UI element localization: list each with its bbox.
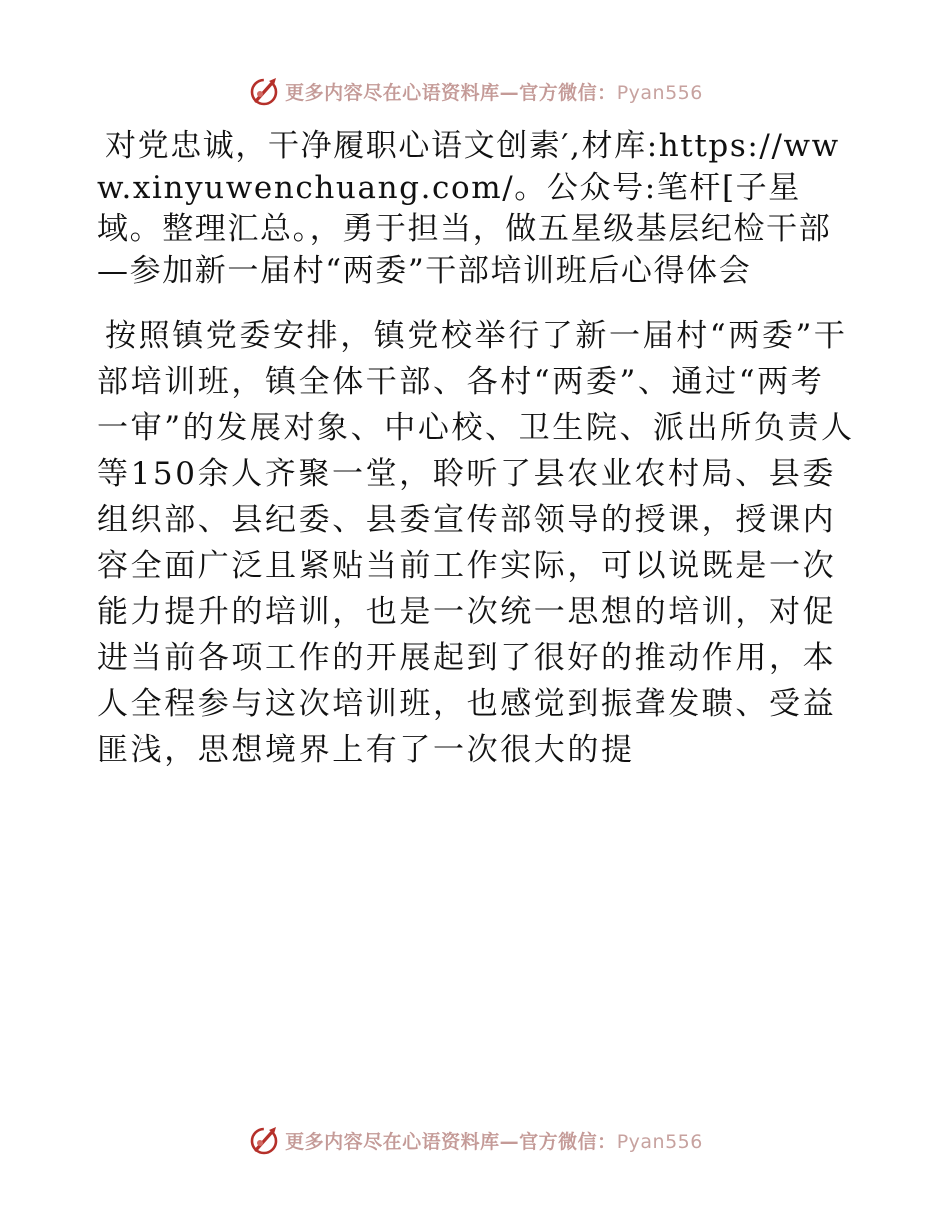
brush-seal-logo-icon — [247, 74, 281, 108]
header-watermark-banner — [0, 71, 950, 111]
document-title: 对党忠诚，干净履职心语文创素′,材库:https://www.xinyuwenchuang.com/。公众号:笔杆[子星域。整理汇总。，勇于担当，做五星级基层纪检干部—参加新一届村“两委”干部培训班后心得体会 — [97, 128, 840, 289]
banner-text — [285, 78, 703, 105]
banner-wechat-label: 官方微信： — [519, 81, 617, 104]
banner-wechat-handle: Pyan556 — [616, 81, 703, 104]
brush-seal-logo-icon — [247, 1123, 281, 1157]
banner-text — [285, 1127, 703, 1154]
banner-separator: — — [499, 81, 520, 104]
footer-watermark-banner — [0, 1120, 950, 1160]
document-body — [97, 126, 857, 773]
banner-main-text: 更多内容尽在心语资料库 — [285, 81, 500, 104]
banner-wechat-handle: Pyan556 — [616, 1130, 703, 1153]
banner-wechat-label: 官方微信： — [519, 1130, 617, 1153]
document-paragraph: 按照镇党委安排，镇党校举行了新一届村“两委”干部培训班，镇全体干部、各村“两委”、通过“两考一审”的发展对象、中心校、卫生院、派出所负责人等150余人齐聚一堂，聆听了县农业农村局、县委组织部、县纪委、县委宣传部领导的授课，授课内容全面广泛且紧贴当前工作实际，可以说既是一次能力提升的培训，也是一次统一思想的培训，对促进当前各项工作的开展起到了很好的推动作用，本人全程参与这次培训班，也感觉到振聋发聩、受益匪浅，思想境界上有了一次很大的提 — [97, 318, 855, 768]
banner-separator: — — [499, 1130, 520, 1153]
banner-main-text: 更多内容尽在心语资料库 — [285, 1130, 500, 1153]
